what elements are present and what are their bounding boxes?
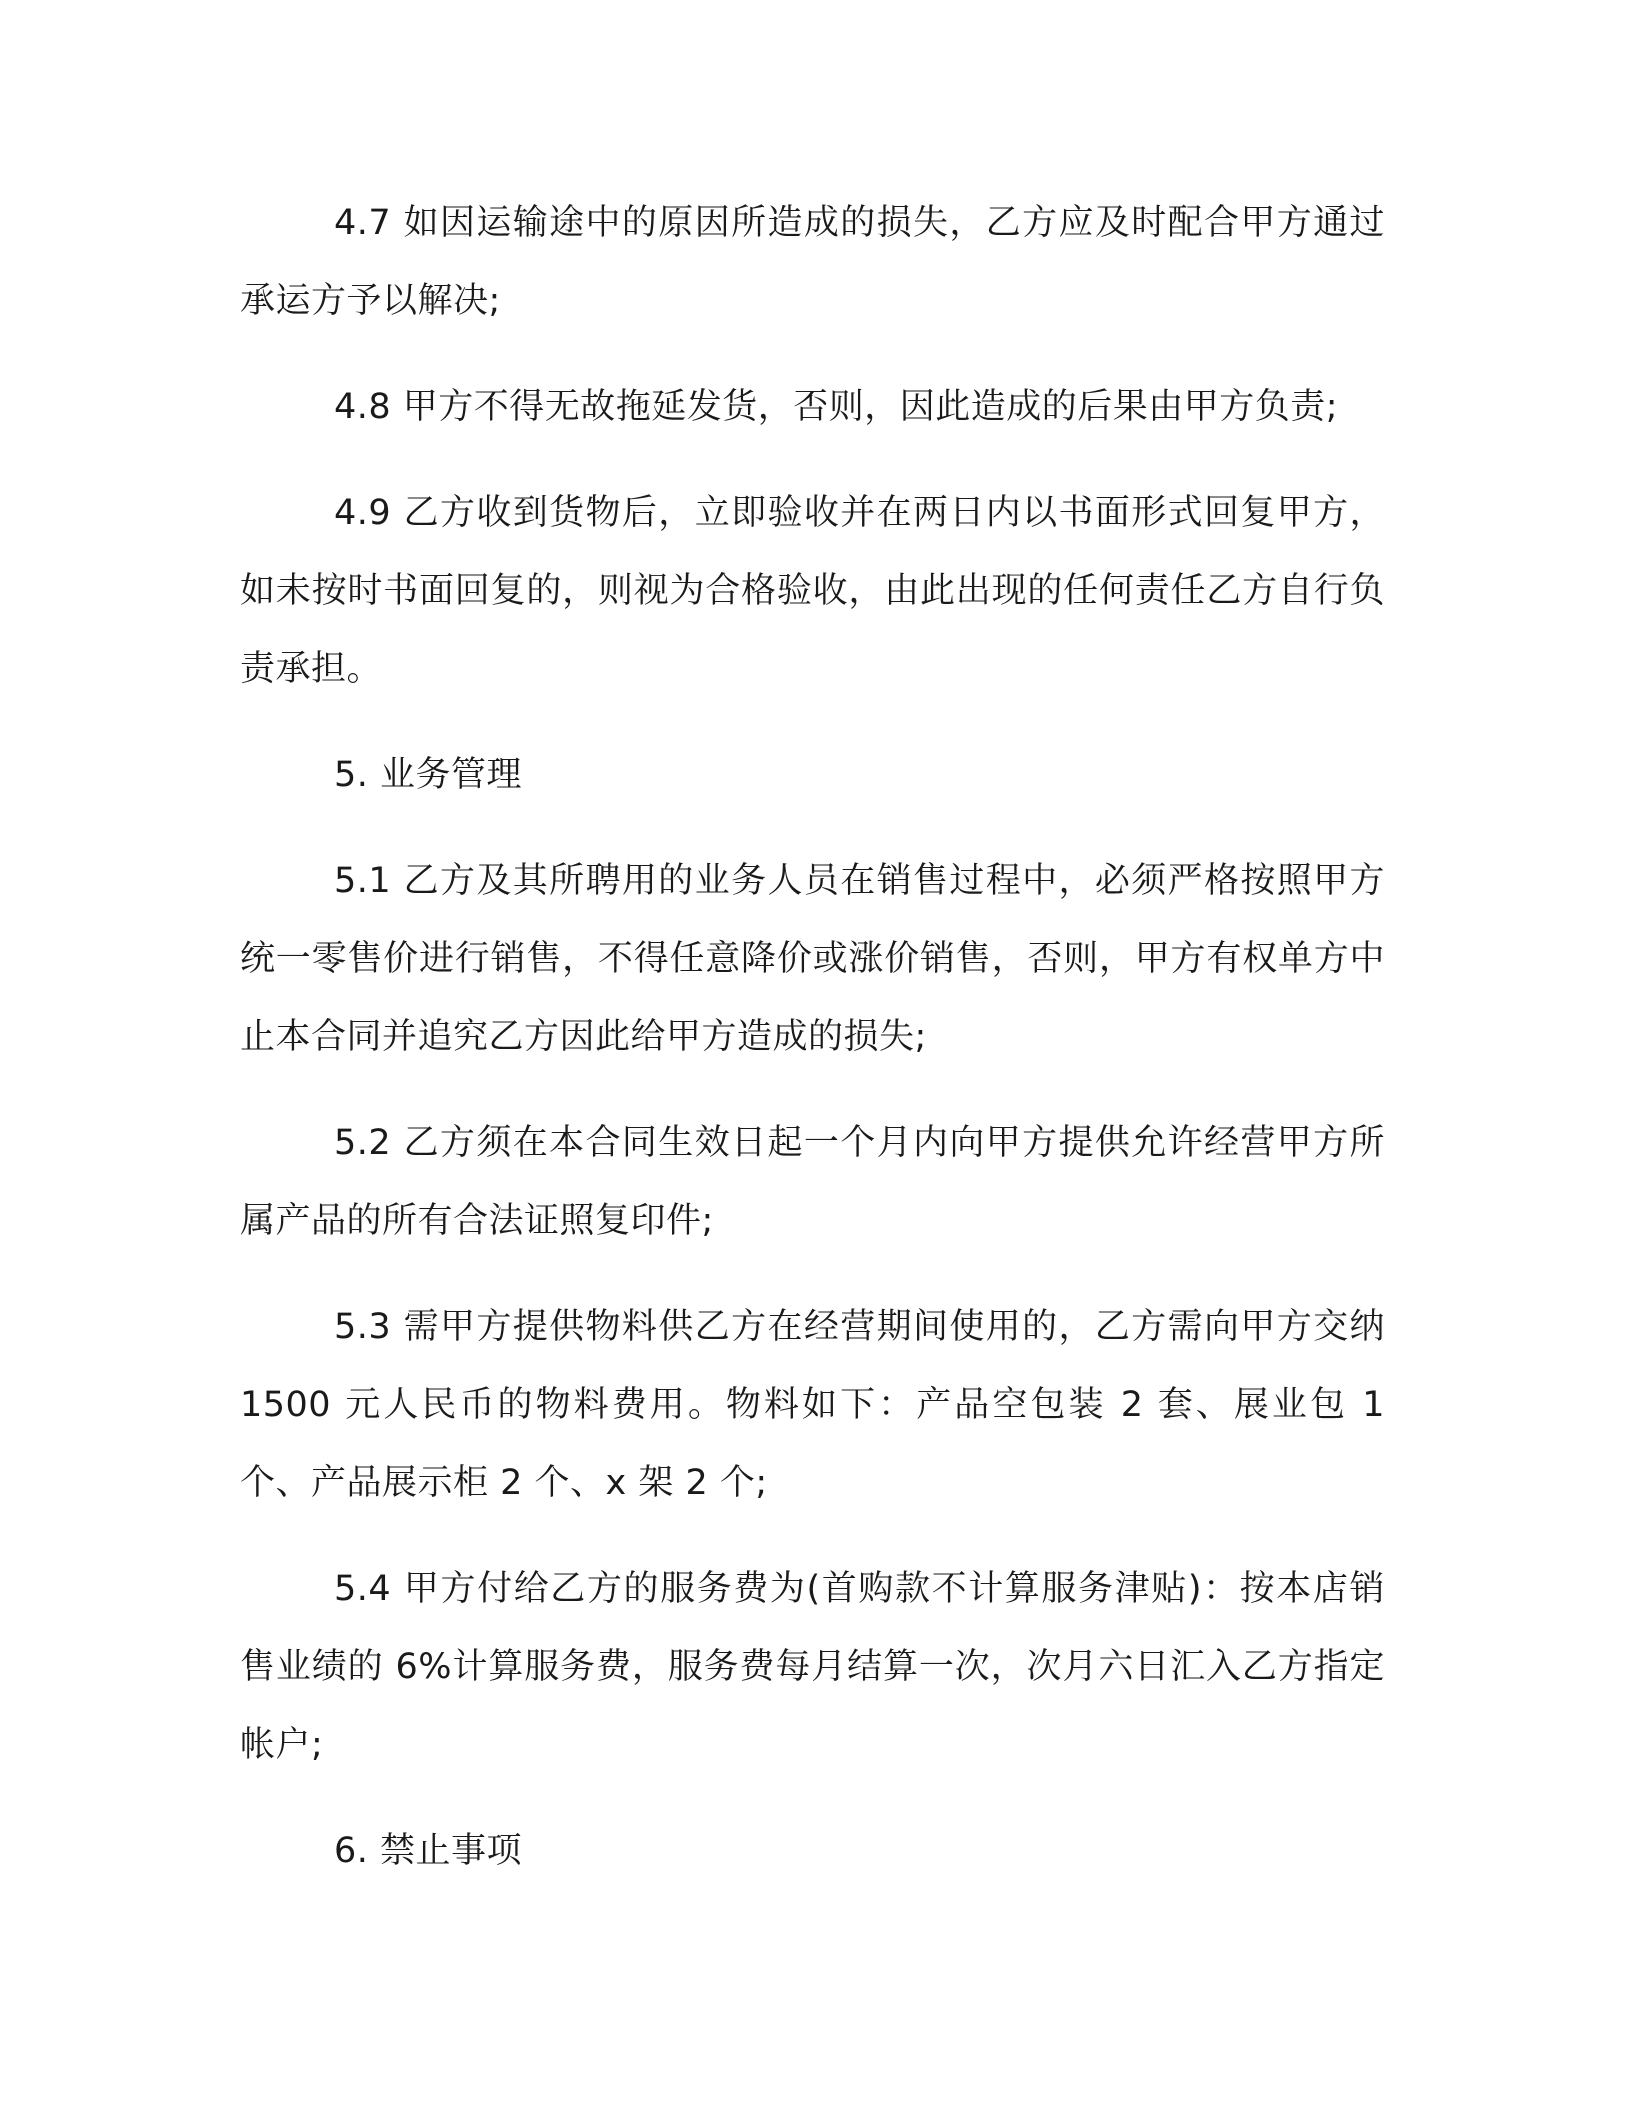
document-body <box>240 184 1385 1918</box>
section-heading-5: 5. 业务管理 <box>334 755 523 795</box>
clause-5-4: 5.4 甲方付给乙方的服务费为(首购款不计算服务津贴)：按本店销售业绩的 6%计算服务费，服务费每月结算一次，次月六日汇入乙方指定帐户; <box>240 1569 1385 1765</box>
section-heading-6: 6. 禁止事项 <box>334 1831 523 1871</box>
clause-4-8: 4.8 甲方不得无故拖延发货，否则，因此造成的后果由甲方负责; <box>334 387 1339 427</box>
clause-5-2: 5.2 乙方须在本合同生效日起一个月内向甲方提供允许经营甲方所属产品的所有合法证照复印件; <box>240 1123 1385 1241</box>
clause-5-1: 5.1 乙方及其所聘用的业务人员在销售过程中，必须严格按照甲方统一零售价进行销售，不得任意降价或涨价销售，否则，甲方有权单方中止本合同并追究乙方因此给甲方造成的损失; <box>240 861 1385 1057</box>
clause-5-3: 5.3 需甲方提供物料供乙方在经营期间使用的，乙方需向甲方交纳 1500 元人民币的物料费用。物料如下：产品空包装 2 套、展业包 1 个、产品展示柜 2 个、x 架 2 个; <box>240 1307 1385 1503</box>
clause-4-9: 4.9 乙方收到货物后，立即验收并在两日内以书面形式回复甲方，如未按时书面回复的，则视为合格验收，由此出现的任何责任乙方自行负责承担。 <box>240 493 1385 689</box>
clause-4-7: 4.7 如因运输途中的原因所造成的损失，乙方应及时配合甲方通过承运方予以解决; <box>240 203 1385 321</box>
